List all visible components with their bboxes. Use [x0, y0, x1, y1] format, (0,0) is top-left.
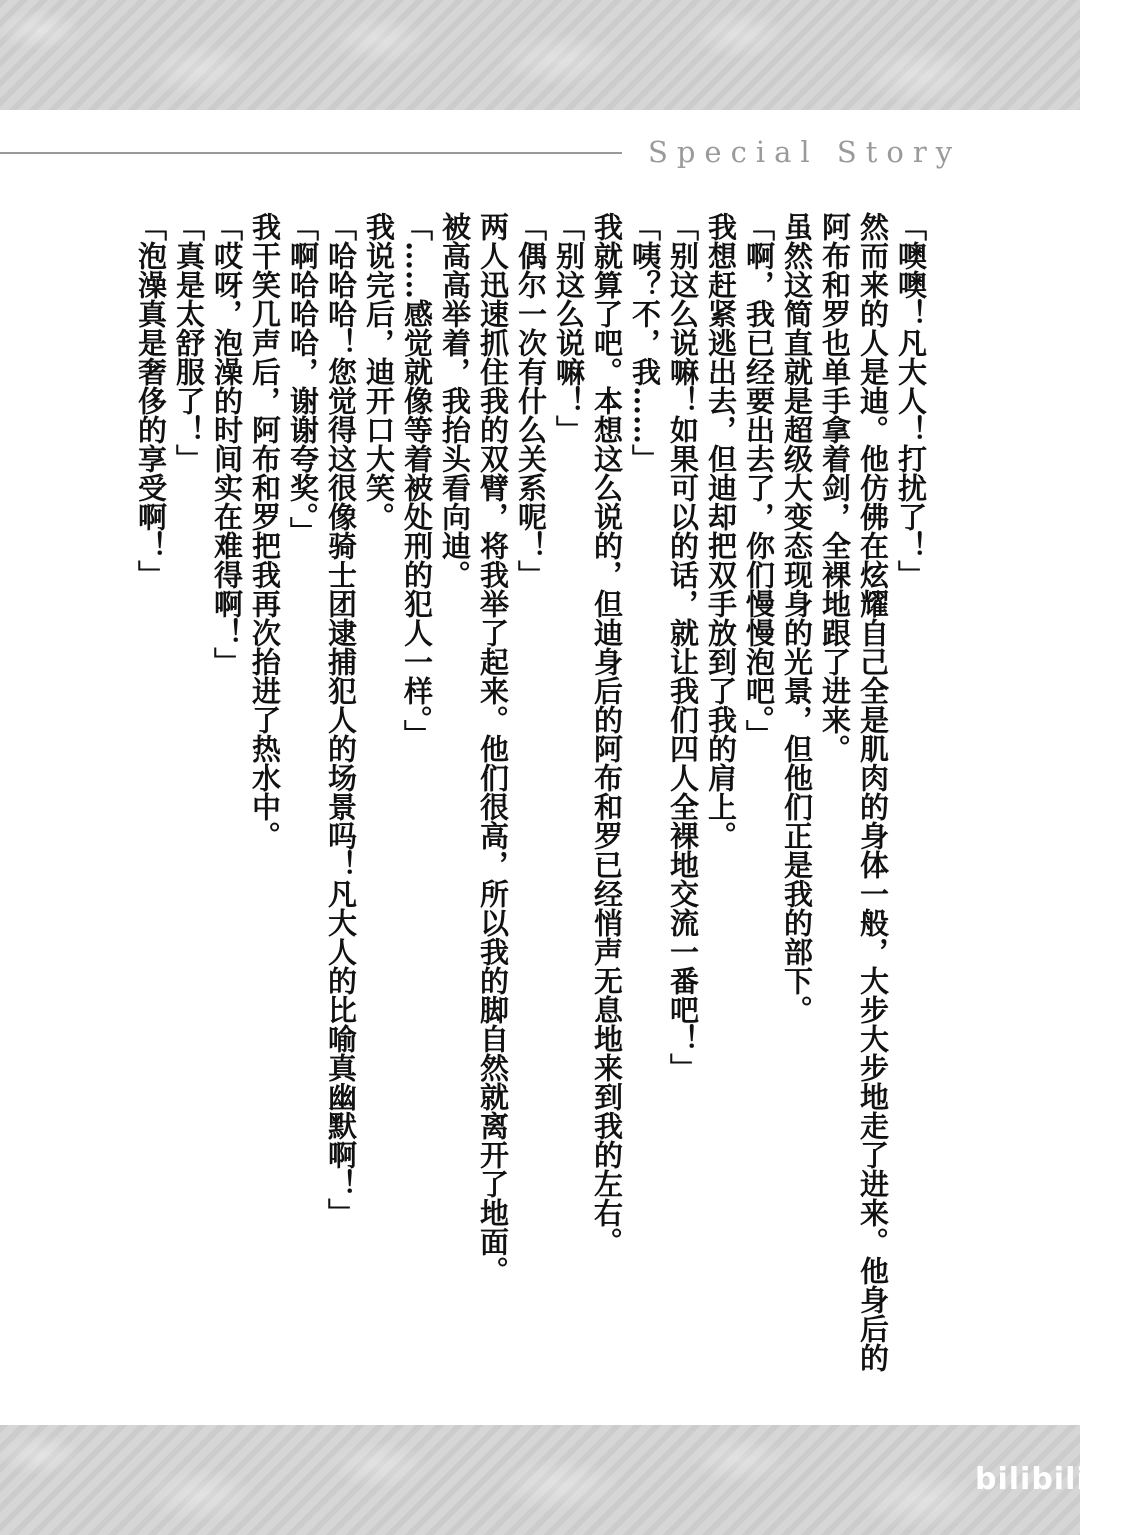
top-decorative-band: [0, 0, 1080, 110]
watermark-logo-text: bilibili: [975, 1462, 1088, 1497]
bottom-decorative-band: [0, 1425, 1080, 1535]
paragraph: 「……感觉就像等着被处刑的犯人一样。」: [400, 212, 434, 749]
paragraph: 「啊，我已经要出去了，你们慢慢泡吧。」: [742, 212, 776, 749]
header-title: Special Story: [648, 135, 962, 169]
paragraph: 两人迅速抓住我的双臂，将我举了起来。他们很高，所以我的脚自然就离开了地面。: [476, 212, 510, 1285]
paragraph: 「偶尔一次有什么关系呢！」: [514, 212, 548, 589]
paragraph: 「泡澡真是奢侈的享受啊！」: [134, 212, 168, 589]
paragraph: 我就算了吧。本想这么说的，但迪身后的阿布和罗已经悄声无息地来到我的左右。: [590, 212, 624, 1256]
paragraph: 「别这么说嘛！如果可以的话，就让我们四人全裸地交流一番吧！」: [666, 212, 700, 1082]
watermark-side-text: 漫画: [1090, 1468, 1133, 1493]
paragraph: 「哎呀，泡澡的时间实在难得啊！」: [210, 212, 244, 676]
paragraph: 虽然这简直就是超级大变态现身的光景，但他们正是我的部下。: [780, 212, 814, 1024]
paragraph: 「咦？不，我……」: [628, 212, 662, 473]
paragraph: 「哈哈哈！您觉得这很像骑士团逮捕犯人的场景吗！凡大人的比喻真幽默啊！」: [324, 212, 358, 1227]
paragraph: 我干笑几声后，阿布和罗把我再次抬进了热水中。: [248, 212, 282, 850]
story-text: [130, 212, 930, 1392]
paragraph: 被高高举着，我抬头看向迪。: [438, 212, 472, 589]
bilibili-manga-watermark: [975, 1462, 1133, 1497]
paragraph: 「别这么说嘛！」: [552, 212, 586, 444]
paragraph: 「真是太舒服了！」: [172, 212, 206, 473]
header-rule: [0, 152, 622, 154]
paragraph: 然而来的人是迪。他仿佛在炫耀自己全是肌肉的身体一般，大步大步地走了进来。他身后的阿布和罗也单手拿着剑，全裸地跟了进来。: [818, 212, 890, 1372]
paragraph: 我想赶紧逃出去，但迪却把双手放到了我的肩上。: [704, 212, 738, 850]
paragraph: 我说完后，迪开口大笑。: [362, 212, 396, 531]
paragraph: 「噢噢！凡大人！打扰了！」: [894, 212, 928, 589]
paragraph: 「啊哈哈哈，谢谢夸奖。」: [286, 212, 320, 546]
